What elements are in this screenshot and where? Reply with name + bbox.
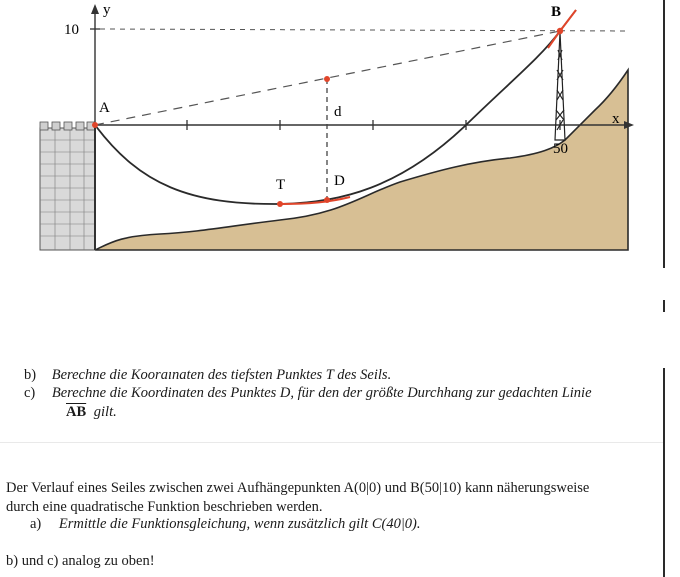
y-axis-arrow-icon (91, 4, 99, 14)
y-axis-label: y (103, 2, 111, 18)
task-a (30, 515, 421, 533)
question-c-text: Berechne die Koordinaten des Punktes D, für den der größte Durchhang zur gedachten Linie (51, 385, 592, 401)
question-c-continued (66, 403, 117, 421)
task-a-text: Ermittle die Funktionsgleichung, wenn zusätzlich gilt C(40|0). (58, 516, 421, 532)
point-T-marker (277, 201, 283, 207)
dashed-line-y10 (100, 29, 630, 31)
question-b-letter: b) (24, 367, 37, 383)
segment-AB: $\overline{AB}$ (66, 404, 87, 420)
point-D-label: D (334, 173, 345, 189)
task-a-letter: a) (30, 516, 42, 532)
question-b-text: Berechne die Kooraınaten des tiefsten Punktes T des Seils. (51, 367, 392, 383)
question-c (24, 384, 592, 402)
point-A-label: A (99, 100, 110, 116)
faint-rule (0, 442, 663, 443)
ground-terrain (95, 70, 628, 250)
castle-tower (40, 122, 95, 250)
distance-d-label: d (334, 104, 342, 120)
task-line-2: durch eine quadratische Funktion beschrieben werden. (6, 499, 323, 515)
point-B-label: B (551, 4, 562, 20)
chord-point-marker (324, 76, 330, 82)
y-tick-label: 10 (64, 22, 79, 38)
x-tick-50-label: 50 (553, 141, 568, 157)
x-axis-label: x (612, 111, 620, 127)
point-B-marker (557, 28, 563, 34)
point-T-label: T (276, 177, 286, 193)
question-c-letter: c) (24, 385, 36, 401)
page-border-top (663, 0, 665, 268)
point-D-marker (324, 197, 330, 203)
question-c-tail: gilt. (93, 404, 117, 420)
point-A-marker (92, 122, 98, 128)
task-footer: b) und c) analog zu oben! (6, 553, 155, 569)
question-b (24, 366, 391, 384)
x-axis-arrow-icon (624, 121, 634, 129)
page-border-bottom (663, 368, 665, 577)
page-border-mark (663, 300, 665, 312)
task-line-1: Der Verlauf eines Seiles zwischen zwei Aufhängepunkten A(0|0) und B(50|10) kann näherungsweise (6, 480, 590, 496)
